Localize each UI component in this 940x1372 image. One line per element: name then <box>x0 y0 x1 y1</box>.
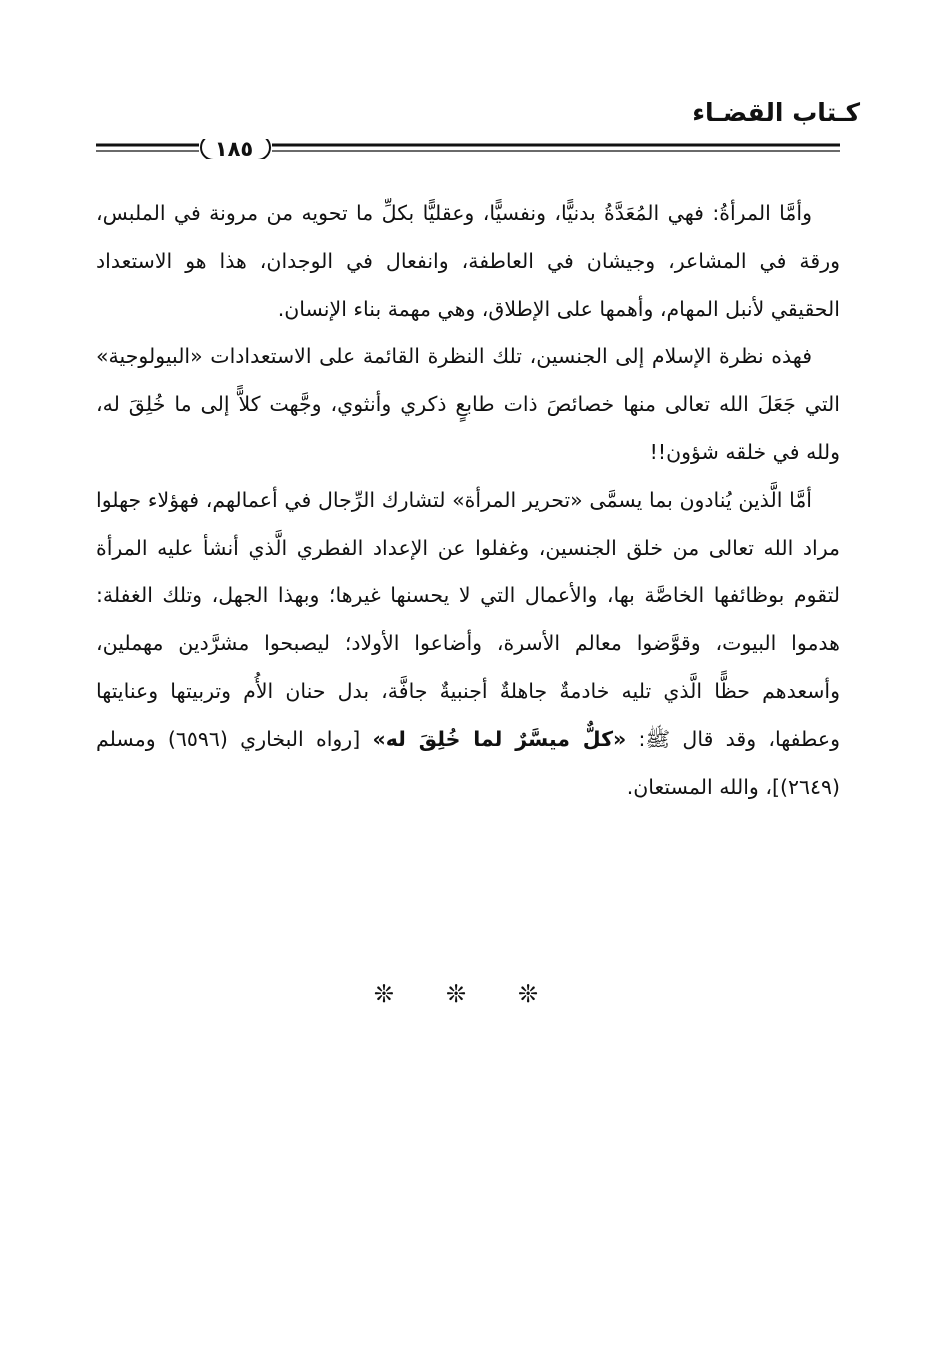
text-body <box>96 190 840 811</box>
paragraph-text: أمَّا الَّذين يُنادون بما يسمَّى «تحرير المرأة» لتشارك الرِّجال في أعمالهم، فهؤلاء جهلوا مراد الله تعالى من خلق الجنسين، وغفلوا عن الإعداد الفطري الَّذي أنشأ عليه المرأة لتقوم بوظائفها الخاصَّة بها، والأعمال التي لا يحسنها غيرها؛ وبهذا الجهل، وتلك الغفلة: هدموا البيوت، وقوَّضوا معالم الأسرة، وأضاعوا الأولاد؛ ليصبحوا مشرَّدين مهملين، وأسعدهم حظًّا الَّذي تليه خادمةٌ جاهلةٌ أجنبيةٌ جافَّة، بدل حنان الأُم وتربيتها وعنايتها وعطفها، وقد قال ﷺ: <box>96 487 840 751</box>
star-ornament-icon: ❊ <box>373 980 422 1008</box>
star-ornament-icon: ❊ <box>445 980 495 1008</box>
paragraph: وأمَّا المرأةُ: فهي المُعَدَّةُ بدنيًّا، ونفسيًّا، وعقليًّا بكلِّ ما تحويه من مرونة في الملبس، ورقة في المشاعر، وجيشان في العاطفة، وانفعال في الوجدان، هذا هو الاستعداد الحقيقي لأنبل المهام، وأهمها على الإطلاق، وهي مهمة بناء الإنسان. <box>96 201 840 321</box>
page-number: ١٨٥ <box>214 137 254 161</box>
paragraph: فهذه نظرة الإسلام إلى الجنسين، تلك النظرة القائمة على الاستعدادات «البيولوجية» التي جَعَلَ الله تعالى منها خصائصَ ذات طابعٍ ذكري وأنثوي، وجَّهت كلاًّ إلى ما خُلِقَ له، ولله في خلقه شؤون!! <box>96 344 840 464</box>
hadith-citation: [رواه البخاري (٦٥٩٦) ومسلم (٢٦٤٩)]، والله المستعان. <box>96 726 840 799</box>
paragraph <box>96 477 840 812</box>
book-title: كـتاب القضـاء <box>692 98 860 127</box>
section-separator <box>0 980 940 1008</box>
star-ornament-icon: ❊ <box>518 980 567 1008</box>
hadith-quote: «كلٌّ ميسَّرٌ لما خُلِقَ له» <box>372 726 627 751</box>
